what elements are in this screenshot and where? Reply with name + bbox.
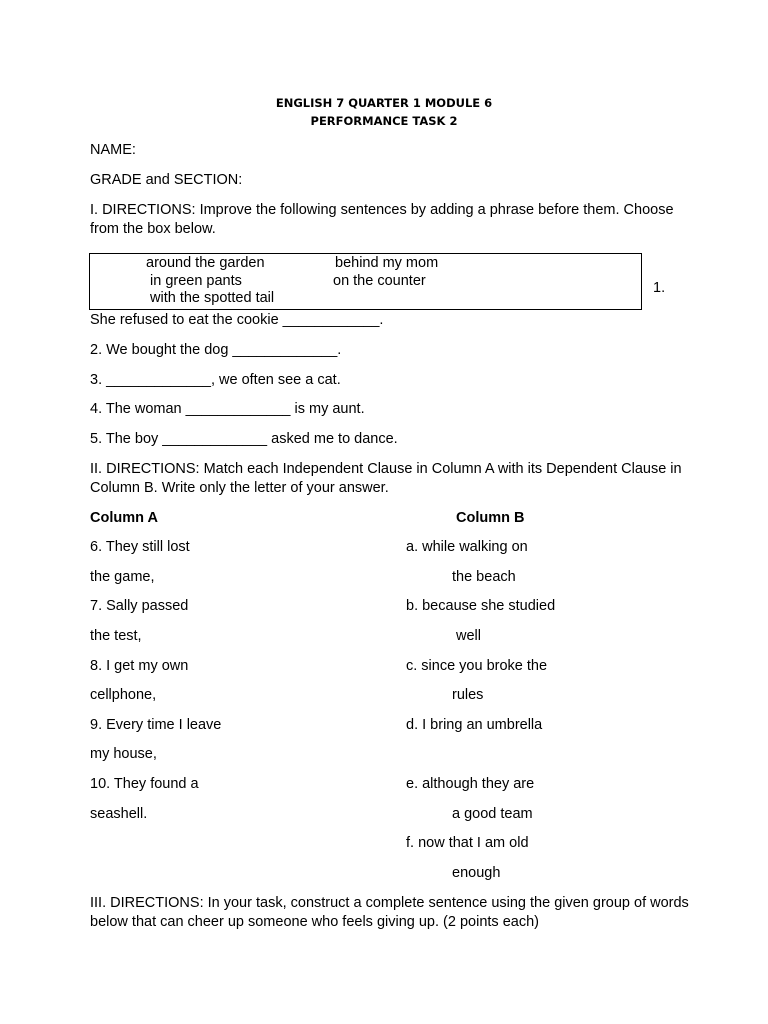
column-a-item: my house, bbox=[90, 746, 157, 762]
column-a-item: seashell. bbox=[90, 806, 148, 822]
item-1-number: 1. bbox=[653, 280, 666, 296]
item-3: 3. _____________, we often see a cat. bbox=[90, 372, 341, 388]
column-b-item: well bbox=[456, 628, 481, 644]
item-5: 5. The boy _____________ asked me to dance. bbox=[90, 431, 398, 447]
column-b-item: enough bbox=[452, 865, 501, 881]
item-4: 4. The woman _____________ is my aunt. bbox=[90, 401, 365, 417]
column-a-item: 9. Every time I leave bbox=[90, 717, 222, 733]
column-b-item: c. since you broke the bbox=[406, 658, 548, 674]
part2-directions: II. DIRECTIONS: Match each Independent Clause in Column A with its Dependent Clause in Column B. Write only the letter of your answer. bbox=[90, 461, 682, 496]
column-a-item: 6. They still lost bbox=[90, 539, 190, 555]
item-2: 2. We bought the dog _____________. bbox=[90, 342, 342, 358]
part3-directions: III. DIRECTIONS: In your task, construct a complete sentence using the given group of words below that can cheer up someone who feels giving up. (2 points each) bbox=[90, 895, 689, 930]
column-a-item: the game, bbox=[90, 569, 155, 585]
phrase-option: around the garden bbox=[146, 255, 265, 271]
item-1-text: She refused to eat the cookie ____________. bbox=[90, 312, 384, 328]
column-b-item: d. I bring an umbrella bbox=[406, 717, 543, 733]
grade-section-label: GRADE and SECTION: bbox=[90, 172, 243, 188]
phrase-option: in green pants bbox=[150, 273, 242, 289]
column-b-item: f. now that I am old bbox=[406, 835, 529, 851]
column-a-item: the test, bbox=[90, 628, 142, 644]
column-b-item: a good team bbox=[452, 806, 533, 822]
name-label: NAME: bbox=[90, 142, 136, 158]
column-a-item: 8. I get my own bbox=[90, 658, 189, 674]
column-b-item: e. although they are bbox=[406, 776, 535, 792]
column-b-item: a. while walking on bbox=[406, 539, 528, 555]
column-a-item: 10. They found a bbox=[90, 776, 199, 792]
page-title: ENGLISH 7 QUARTER 1 MODULE 6 bbox=[275, 96, 493, 110]
column-b-item: b. because she studied bbox=[406, 598, 556, 614]
part1-directions: I. DIRECTIONS: Improve the following sentences by adding a phrase before them. Choose from the box below. bbox=[90, 202, 674, 237]
column-b-item: rules bbox=[452, 687, 484, 703]
phrase-option: with the spotted tail bbox=[150, 290, 275, 306]
phrase-option: on the counter bbox=[333, 273, 426, 289]
column-b-header: Column B bbox=[456, 510, 525, 526]
phrase-option: behind my mom bbox=[335, 255, 439, 271]
phrase-box bbox=[89, 253, 642, 310]
column-b-item: the beach bbox=[452, 569, 516, 585]
page-subtitle: PERFORMANCE TASK 2 bbox=[310, 114, 458, 128]
column-a-item: 7. Sally passed bbox=[90, 598, 189, 614]
column-a-item: cellphone, bbox=[90, 687, 157, 703]
column-a-header: Column A bbox=[90, 510, 158, 526]
